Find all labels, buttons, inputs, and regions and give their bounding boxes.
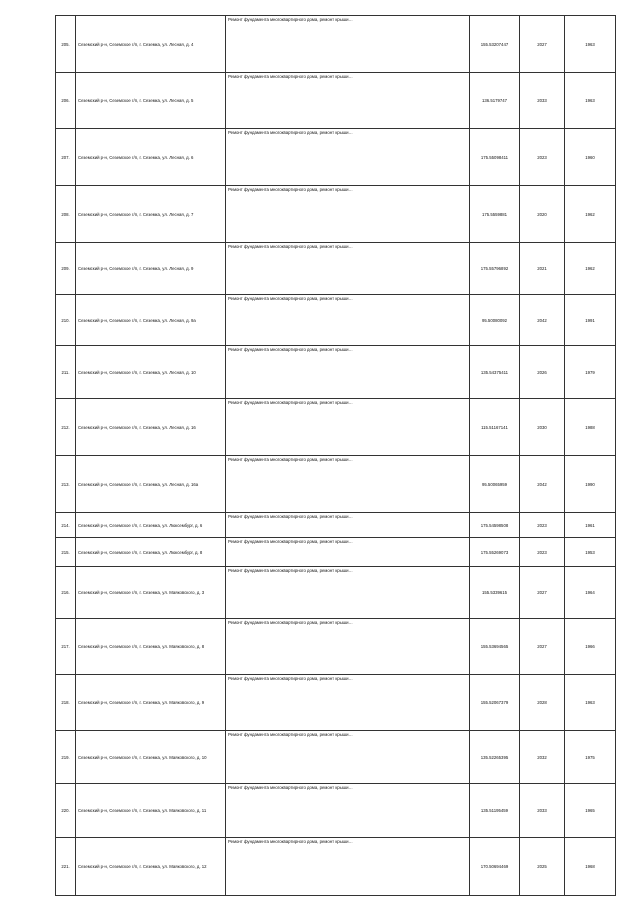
- built-year-cell: [565, 731, 616, 784]
- cost-cell: [470, 784, 520, 838]
- planned-year-text: 2042: [537, 317, 547, 323]
- row-number-cell: [56, 16, 76, 73]
- built-year-text: 1961: [585, 522, 595, 528]
- planned-year-cell: [520, 129, 565, 186]
- built-year-cell: [565, 243, 616, 295]
- address-cell: [76, 513, 226, 538]
- built-year-text: 1963: [585, 98, 595, 103]
- cost-text: 135.52265395: [480, 754, 509, 760]
- work-description-text: Ремонт фундамента многоквартирного дома, ремонт крыши…: [228, 347, 353, 352]
- cost-text: 175.55796892: [480, 266, 509, 271]
- planned-year-text: 2033: [537, 98, 547, 103]
- address-text: Сеземский р-н, Сеземское г/п, г. Сеземка, ул. Лесная, д. 4: [78, 41, 194, 47]
- row-number-cell: [56, 295, 76, 346]
- planned-year-cell: [520, 16, 565, 73]
- repair-program-table: [55, 15, 616, 896]
- table-row: [56, 129, 616, 186]
- address-text: Сеземский р-н, Сеземское г/п, г. Сеземка, ул. Лесная, д. 7: [78, 211, 194, 217]
- cost-cell: [470, 73, 520, 129]
- built-year-text: 1966: [585, 644, 595, 649]
- cost-cell: [470, 346, 520, 399]
- row-number-text: 219.: [61, 754, 70, 760]
- planned-year-cell: [520, 456, 565, 513]
- work-description-cell: [226, 513, 470, 538]
- cost-text: 155.53694565: [480, 644, 509, 649]
- address-cell: [76, 567, 226, 619]
- address-cell: [76, 675, 226, 731]
- work-description-cell: [226, 16, 470, 73]
- work-description-cell: [226, 399, 470, 456]
- address-text: Сеземский р-н, Сеземское г/п, г. Сеземка, ул. Люксембург, д. 8: [78, 549, 203, 555]
- table-row: [56, 731, 616, 784]
- cost-cell: [470, 513, 520, 538]
- row-number-cell: [56, 731, 76, 784]
- row-number-text: 207.: [61, 154, 70, 160]
- cost-cell: [470, 538, 520, 567]
- address-cell: [76, 619, 226, 675]
- work-description-text: Ремонт фундамента многоквартирного дома, ремонт крыши…: [228, 244, 353, 249]
- cost-cell: [470, 838, 520, 896]
- row-number-cell: [56, 456, 76, 513]
- address-cell: [76, 129, 226, 186]
- row-number-cell: [56, 838, 76, 896]
- table-row: [56, 456, 616, 513]
- work-description-cell: [226, 73, 470, 129]
- row-number-text: 205.: [61, 41, 70, 47]
- work-description-text: Ремонт фундамента многоквартирного дома, ремонт крыши…: [228, 74, 353, 79]
- row-number-text: 220.: [61, 808, 70, 813]
- work-description-text: Ремонт фундамента многоквартирного дома, ремонт крыши…: [228, 732, 353, 737]
- row-number-cell: [56, 129, 76, 186]
- cost-text: 135.51195459: [480, 808, 509, 813]
- built-year-cell: [565, 838, 616, 896]
- work-description-text: Ремонт фундамента многоквартирного дома, ремонт крыши…: [228, 620, 353, 625]
- planned-year-cell: [520, 538, 565, 567]
- address-cell: [76, 186, 226, 243]
- row-number-cell: [56, 346, 76, 399]
- row-number-cell: [56, 538, 76, 567]
- cost-cell: [470, 567, 520, 619]
- work-description-cell: [226, 838, 470, 896]
- row-number-cell: [56, 784, 76, 838]
- document-sheet: [55, 15, 615, 896]
- address-text: Сеземский р-н, Сеземское г/п, г. Сеземка, ул. Лесная, д. 9а: [78, 317, 196, 323]
- cost-text: 175.54598508: [480, 522, 509, 528]
- address-text: Сеземский р-н, Сеземское г/п, г. Сеземка, ул. Люксембург, д. 6: [78, 522, 203, 528]
- cost-text: 170.50694469: [480, 864, 509, 869]
- row-number-cell: [56, 567, 76, 619]
- work-description-cell: [226, 129, 470, 186]
- planned-year-text: 2023: [537, 549, 547, 555]
- work-description-cell: [226, 456, 470, 513]
- work-description-text: Ремонт фундамента многоквартирного дома, ремонт крыши…: [228, 568, 353, 573]
- cost-text: 135.54375411: [480, 369, 509, 375]
- table-row: [56, 567, 616, 619]
- work-description-text: Ремонт фундамента многоквартирного дома, ремонт крыши…: [228, 457, 353, 462]
- address-text: Сеземский р-н, Сеземское г/п, г. Сеземка, ул. Лесная, д. 5: [78, 98, 194, 103]
- row-number-text: 218.: [61, 700, 70, 705]
- built-year-cell: [565, 346, 616, 399]
- built-year-cell: [565, 186, 616, 243]
- planned-year-cell: [520, 675, 565, 731]
- address-text: Сеземский р-н, Сеземское г/п, г. Сеземка, ул. Лесная, д. 16: [78, 424, 196, 430]
- row-number-text: 214.: [61, 522, 70, 528]
- planned-year-text: 2032: [537, 754, 547, 760]
- work-description-text: Ремонт фундамента многоквартирного дома, ремонт крыши…: [228, 514, 353, 519]
- work-description-text: Ремонт фундамента многоквартирного дома, ремонт крыши…: [228, 785, 353, 790]
- work-description-text: Ремонт фундамента многоквартирного дома, ремонт крыши…: [228, 676, 353, 681]
- planned-year-cell: [520, 731, 565, 784]
- cost-text: 95.50065959: [481, 481, 508, 487]
- planned-year-cell: [520, 784, 565, 838]
- row-number-text: 210.: [61, 317, 70, 323]
- built-year-text: 1964: [585, 590, 595, 595]
- built-year-text: 1963: [585, 41, 595, 47]
- table-row: [56, 295, 616, 346]
- table-row: [56, 399, 616, 456]
- cost-text: 175.55269073: [480, 549, 509, 555]
- row-number-cell: [56, 675, 76, 731]
- cost-cell: [470, 399, 520, 456]
- row-number-cell: [56, 513, 76, 538]
- planned-year-cell: [520, 838, 565, 896]
- cost-cell: [470, 619, 520, 675]
- planned-year-text: 2030: [537, 424, 547, 430]
- planned-year-text: 2021: [537, 266, 547, 271]
- address-cell: [76, 731, 226, 784]
- planned-year-text: 2033: [537, 808, 547, 813]
- cost-cell: [470, 675, 520, 731]
- work-description-cell: [226, 731, 470, 784]
- planned-year-cell: [520, 243, 565, 295]
- row-number-cell: [56, 243, 76, 295]
- address-text: Сеземский р-н, Сеземское г/п, г. Сеземка, ул. Маяковского, д. 11: [78, 808, 207, 813]
- cost-cell: [470, 129, 520, 186]
- planned-year-text: 2023: [537, 522, 547, 528]
- built-year-cell: [565, 513, 616, 538]
- address-cell: [76, 456, 226, 513]
- built-year-cell: [565, 73, 616, 129]
- cost-text: 95.50080092: [481, 317, 508, 323]
- row-number-cell: [56, 399, 76, 456]
- built-year-text: 1988: [585, 424, 595, 430]
- row-number-text: 216.: [61, 590, 70, 595]
- planned-year-text: 2042: [537, 481, 547, 487]
- work-description-text: Ремонт фундамента многоквартирного дома, ремонт крыши…: [228, 17, 353, 22]
- cost-cell: [470, 243, 520, 295]
- work-description-cell: [226, 538, 470, 567]
- address-cell: [76, 295, 226, 346]
- cost-text: 175.5559881: [481, 211, 508, 217]
- work-description-cell: [226, 186, 470, 243]
- table-row: [56, 513, 616, 538]
- address-cell: [76, 16, 226, 73]
- built-year-cell: [565, 456, 616, 513]
- work-description-text: Ремонт фундамента многоквартирного дома, ремонт крыши…: [228, 130, 353, 135]
- table-row: [56, 243, 616, 295]
- built-year-cell: [565, 675, 616, 731]
- table-row: [56, 16, 616, 73]
- row-number-text: 206.: [61, 98, 70, 103]
- row-number-text: 211.: [61, 369, 70, 375]
- planned-year-text: 2026: [537, 369, 547, 375]
- cost-text: 155.53207447: [480, 41, 509, 47]
- built-year-text: 1968: [585, 864, 595, 869]
- address-cell: [76, 346, 226, 399]
- planned-year-cell: [520, 73, 565, 129]
- planned-year-cell: [520, 346, 565, 399]
- cost-cell: [470, 731, 520, 784]
- built-year-cell: [565, 295, 616, 346]
- cost-text: 155.52067379: [480, 700, 509, 705]
- built-year-cell: [565, 567, 616, 619]
- planned-year-text: 2020: [537, 211, 547, 217]
- cost-cell: [470, 186, 520, 243]
- table-row: [56, 619, 616, 675]
- planned-year-text: 2027: [537, 644, 547, 649]
- table-row: [56, 784, 616, 838]
- address-cell: [76, 784, 226, 838]
- built-year-cell: [565, 399, 616, 456]
- table-row: [56, 186, 616, 243]
- table-row: [56, 675, 616, 731]
- planned-year-cell: [520, 619, 565, 675]
- work-description-text: Ремонт фундамента многоквартирного дома, ремонт крыши…: [228, 187, 353, 192]
- table-row: [56, 538, 616, 567]
- built-year-cell: [565, 619, 616, 675]
- work-description-text: Ремонт фундамента многоквартирного дома, ремонт крыши…: [228, 539, 353, 544]
- work-description-text: Ремонт фундамента многоквартирного дома, ремонт крыши…: [228, 400, 353, 405]
- address-text: Сеземский р-н, Сеземское г/п, г. Сеземка, ул. Маяковского, д. 12: [78, 864, 207, 869]
- cost-cell: [470, 16, 520, 73]
- work-description-cell: [226, 243, 470, 295]
- work-description-cell: [226, 295, 470, 346]
- row-number-cell: [56, 186, 76, 243]
- cost-text: 115.51167141: [481, 424, 508, 430]
- work-description-cell: [226, 567, 470, 619]
- built-year-text: 1962: [585, 266, 595, 271]
- work-description-text: Ремонт фундамента многоквартирного дома, ремонт крыши…: [228, 839, 353, 844]
- built-year-text: 1991: [585, 317, 595, 323]
- row-number-text: 221.: [61, 864, 70, 869]
- planned-year-cell: [520, 567, 565, 619]
- table-body: [56, 16, 616, 896]
- planned-year-text: 2025: [537, 864, 547, 869]
- row-number-text: 209.: [61, 266, 70, 271]
- work-description-text: Ремонт фундамента многоквартирного дома, ремонт крыши…: [228, 296, 353, 301]
- row-number-text: 213.: [61, 481, 70, 487]
- address-text: Сеземский р-н, Сеземское г/п, г. Сеземка, ул. Маяковского, д. 3: [78, 590, 205, 595]
- built-year-text: 1965: [585, 808, 595, 813]
- address-cell: [76, 243, 226, 295]
- cost-text: 155.5339615: [481, 590, 508, 595]
- row-number-text: 212.: [61, 424, 70, 430]
- built-year-cell: [565, 129, 616, 186]
- address-cell: [76, 399, 226, 456]
- built-year-text: 1979: [585, 369, 595, 375]
- table-row: [56, 73, 616, 129]
- built-year-cell: [565, 16, 616, 73]
- address-text: Сеземский р-н, Сеземское г/п, г. Сеземка, ул. Лесная, д. 9: [78, 266, 194, 271]
- row-number-text: 208.: [61, 211, 70, 217]
- address-cell: [76, 73, 226, 129]
- address-text: Сеземский р-н, Сеземское г/п, г. Сеземка, ул. Лесная, д. 16а: [78, 481, 199, 487]
- address-text: Сеземский р-н, Сеземское г/п, г. Сеземка, ул. Маяковского, д. 9: [78, 700, 205, 705]
- address-text: Сеземский р-н, Сеземское г/п, г. Сеземка, ул. Лесная, д. 10: [78, 369, 196, 375]
- work-description-cell: [226, 619, 470, 675]
- built-year-cell: [565, 538, 616, 567]
- planned-year-cell: [520, 513, 565, 538]
- built-year-text: 1990: [585, 481, 595, 487]
- built-year-cell: [565, 784, 616, 838]
- table-row: [56, 346, 616, 399]
- planned-year-text: 2028: [537, 700, 547, 705]
- work-description-cell: [226, 346, 470, 399]
- planned-year-cell: [520, 399, 565, 456]
- cost-text: 175.55098411: [480, 154, 509, 160]
- address-cell: [76, 838, 226, 896]
- cost-cell: [470, 295, 520, 346]
- address-text: Сеземский р-н, Сеземское г/п, г. Сеземка, ул. Лесная, д. 6: [78, 154, 194, 160]
- cost-text: 136.5179747: [481, 98, 508, 103]
- built-year-text: 1960: [585, 154, 595, 160]
- built-year-text: 1975: [585, 754, 595, 760]
- planned-year-text: 2027: [537, 41, 547, 47]
- address-text: Сеземский р-н, Сеземское г/п, г. Сеземка, ул. Маяковского, д. 10: [78, 754, 207, 760]
- planned-year-text: 2023: [537, 154, 547, 160]
- address-text: Сеземский р-н, Сеземское г/п, г. Сеземка, ул. Маяковского, д. 8: [78, 644, 205, 649]
- address-cell: [76, 538, 226, 567]
- built-year-text: 1963: [585, 700, 595, 705]
- work-description-cell: [226, 675, 470, 731]
- built-year-text: 1962: [585, 211, 595, 217]
- row-number-cell: [56, 73, 76, 129]
- table-row: [56, 838, 616, 896]
- planned-year-cell: [520, 186, 565, 243]
- row-number-text: 217.: [61, 644, 70, 649]
- work-description-cell: [226, 784, 470, 838]
- built-year-text: 1953: [585, 549, 595, 555]
- cost-cell: [470, 456, 520, 513]
- row-number-text: 215.: [61, 549, 70, 555]
- row-number-cell: [56, 619, 76, 675]
- planned-year-text: 2027: [537, 590, 547, 595]
- planned-year-cell: [520, 295, 565, 346]
